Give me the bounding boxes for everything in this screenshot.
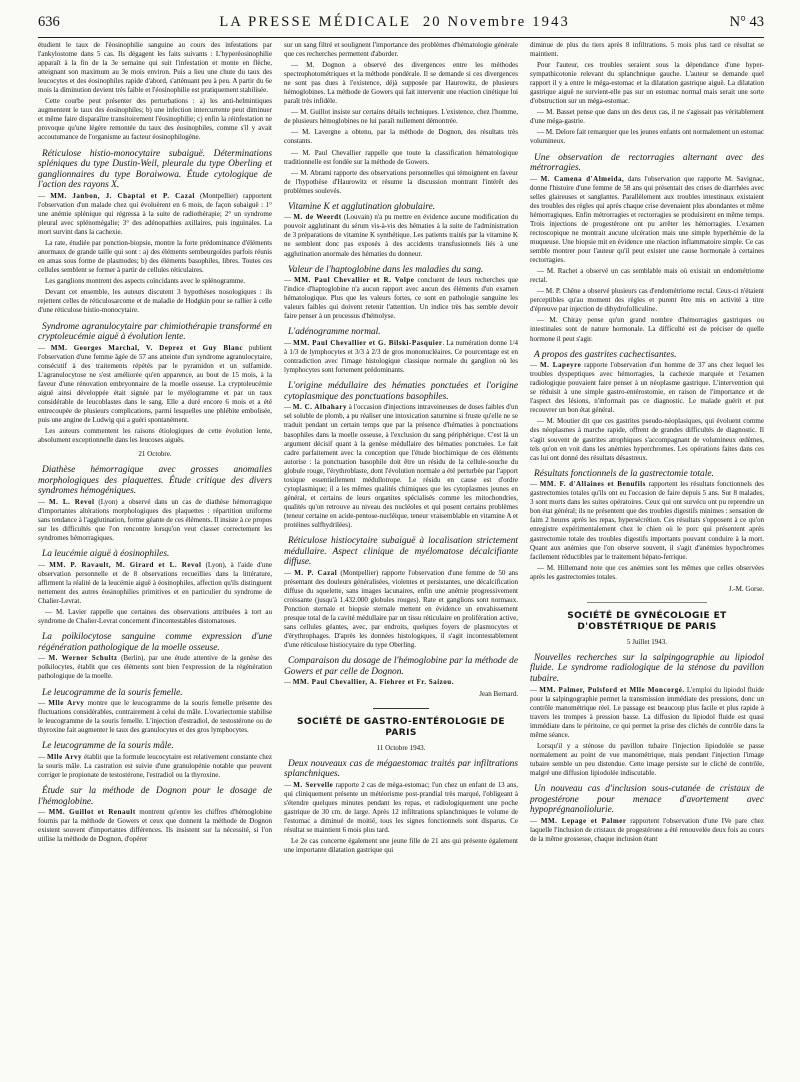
paragraph: Lorsqu'il y a sténose du pavillon tubaire l'injection lipiodolée se passe normalement au point de vue manométrique, mais pendant l'injection l'image tubaire semble un peu distendue. Cette image persiste sur le cliché de contrôle, malgré une diffusion lipiodolée indiscutable. bbox=[530, 741, 764, 778]
report-authors: M. Servelle bbox=[293, 780, 334, 789]
report-text: montrent qu'entre les chiffres d'hémoglobine fournis par la méthode de Gowers et ceux que donnent la méthode de Dognon existent souvent d'importantes différences. Ils insistent sur la nécessité, si l'on utilise la méthode de Dognon, d'opérer bbox=[38, 808, 272, 844]
report-text: (Lyon) a observé dans un cas de diathèse hémorragique d'importantes altérations morphologiques des plaquettes : répartition uniforme sans tendance à l'agglutination, forme géante de ces éléments. Il insiste à ce propos sur les difficultés que l'on rencontre lorsqu'on veut classer correctement les syndromes hémorragiques. bbox=[38, 498, 272, 543]
report-authors: M. L. Revol bbox=[49, 498, 95, 507]
report-text: (Berlin), par une étude attentive de la genèse des poïkilocytes, établit que ces éléments sont bien l'expression de la régénération pathologique de la moelle. bbox=[38, 654, 272, 681]
report-item bbox=[38, 786, 272, 844]
title-dash: — bbox=[38, 191, 51, 200]
title-dash: — bbox=[530, 816, 541, 825]
title-dash: — bbox=[38, 808, 49, 817]
running-header bbox=[38, 14, 764, 36]
report-authors: Mlle Arvy bbox=[47, 752, 83, 761]
paragraph: — M. Hillemand note que ces anémies sont les mêmes que celles observées après les gastrectomies totales. bbox=[530, 563, 764, 581]
paragraph: Devant cet ensemble, les auteurs discutent 3 hypothèses nosologiques : ils rejettent celles de réticulosarcome et de maladie de Hodgkin pour se rallier à celle d'une réticulose histio-monocytaire. bbox=[38, 288, 272, 315]
report-authors: MM. Paul Chevallier et G. Bilski-Pasquier bbox=[293, 339, 443, 347]
report-text: L'emploi du lipiodol fluide pour la salpingographie permet la transmission immédiate des pressions, donc un contrôle manométrique réel. Le passage est beaucoup plus facile et plus rapide à travers les trompes à pression basse. La diffusion du lipiodol fluide est quasi immédiate dans le péritoine, ce qui permet la prise des clichés de contrôle dans la même séance. bbox=[530, 685, 764, 739]
report-title: Deux nouveaux cas de mégaestomac traités par infiltrations splanchniques. bbox=[284, 758, 518, 780]
report-body bbox=[284, 339, 518, 375]
text-columns bbox=[38, 41, 764, 1071]
report-body bbox=[530, 817, 764, 844]
report-authors: M. de Weerdt bbox=[293, 213, 342, 222]
report-item bbox=[284, 202, 518, 259]
report-authors: MM. Paul Chevallier, A. Fiehrer et Fr. Saizou. bbox=[292, 678, 454, 687]
report-body bbox=[530, 686, 764, 740]
report-title: Réticulose histio-monocytaire subaiguë. Déterminations spléniques du type Dustin-Weil, pleurale du type Oberling et ganglionnaires du type Boraiwowa. Étude cytologique de l'action des rayons X. bbox=[38, 148, 272, 191]
title-dash: — bbox=[284, 403, 293, 412]
report-text: (Montpellier) rapportent l'observation d'un malade chez qui évoluèrent en 6 mois, de façon subaiguë : 1° une anémie splénique qui régressa à la suite de radiothérapie; 2° un syndrome pleural avec splénomégalie; 3° des adénopathies axillaires, puis inguinales. La mort survint dans la cachexie. bbox=[38, 191, 272, 237]
paragraph: — M. Lavergne a obtenu, par la méthode de Dognon, des résultats très constants. bbox=[284, 128, 518, 146]
section-divider bbox=[373, 708, 429, 709]
paragraph: Pour l'auteur, ces troubles seraient sous la dépendance d'une hyper-sympathicotonie relevant du splanchnique gauche. L'auteur se demande quel rapport il y a entre le méga-estomac et la dilatation gastrique aiguë. La dilatation gastrique aiguë ne survient-elle pas sur un estomac normal mais serait une sorte d'obstruction sur un méga-estomac. bbox=[530, 61, 764, 106]
report-body bbox=[530, 480, 764, 561]
report-title: La leucémie aiguë à éosinophiles. bbox=[42, 549, 170, 560]
report-item bbox=[38, 632, 272, 681]
title-dash: — bbox=[284, 568, 295, 577]
report-item bbox=[530, 653, 764, 740]
reporter-signature: Jean Bernard. bbox=[479, 690, 518, 699]
report-item bbox=[38, 149, 272, 238]
paragraph: — M. Basset pense que dans un des deux cas, il ne s'agissait pas véritablement d'une méga-gastrie. bbox=[530, 108, 764, 126]
report-text: rapporte l'observation d'un homme de 37 ans chez lequel les troubles dyspeptiques avec hémorragies, la cachexie marquée et l'examen radiologique pouvaient faire penser à un néoplasme gastrique. L'intervention qui se réduisit à une simple gastro-entérostomie, en raison de l'importance et de l'aspect des lésions, n'informait pas ce diagnostic. Le malade guérit et put recouvrer un bon état général. bbox=[530, 361, 764, 415]
report-title: L'origine médullaire des hématies ponctuées et l'origine cytoplasmique des ponctuations basophiles. bbox=[284, 381, 518, 402]
paragraph: étudient le taux de l'éosinophilie sanguine au cours des infestations par l'ankylostome dans 5 cas. Ils dégagent les faits suivants : L'hyperéosinophilie apparaît à la fin de la 3e semaine qui suit l'infestation et monte en flèche, atteignant son maximum au 3e mois environ. Puis a lieu une chute du taux des leucocytes et des éosinophiles rapide d'abord, s'atténuant peu à peu. A partir du 6e mois la diminution devient très faible et l'éosinophilie est pratiquement stabilisée. bbox=[38, 41, 272, 95]
report-item bbox=[530, 350, 764, 416]
page-number: 636 bbox=[38, 14, 60, 30]
report-item bbox=[38, 322, 272, 426]
report-authors: MM. Georges Marchal, V. Deprez et Guy Blanc bbox=[50, 343, 244, 352]
report-authors: MM. Lepage et Palmer bbox=[540, 816, 627, 825]
paragraph: — M. Lavier rappelle que certaines des observations attribuées à tort au syndrome de Chalier-Levrat concernent d'incontestables distomatoses. bbox=[38, 608, 272, 626]
report-title: A propos des gastrites cachectisantes. bbox=[534, 349, 677, 360]
report-item bbox=[38, 549, 272, 606]
report-authors: MM. Palmer, Pulsford et Mlle Moncorgé. bbox=[539, 685, 685, 694]
title-dash: — bbox=[530, 174, 541, 183]
report-title: Étude sur la méthode de Dognon pour le dosage de l'hémoglobine. bbox=[38, 786, 272, 807]
paragraph: — M. Guillot insiste sur certains détails techniques. L'existence, chez l'homme, de plusieurs hémoglobines ne lui paraît nullement démontrée. bbox=[284, 108, 518, 126]
report-text: (Louvain) n'a pu mettre en évidence aucune modification du pouvoir agglutinant du sérum vis-à-vis des hématies à la suite de l'administration de 3 préparations de vitamine K synthétique. Les patients traités par la vitamine K ne semblent donc pas exposés à des accidents transfusionnels liés à une agglutination anormale des hématies du donneur. bbox=[284, 213, 518, 258]
report-authors: MM. Paul Chevallier et R. Volpe bbox=[294, 276, 415, 285]
title-dash: — bbox=[38, 699, 49, 708]
report-title: Le leucogramme de la souris mâle. bbox=[42, 741, 174, 752]
report-title: La poïkilocytose sanguine comme expression d'une régénération pathologique de la moelle osseuse. bbox=[38, 632, 272, 653]
title-dash: — bbox=[38, 752, 48, 761]
journal-title bbox=[60, 14, 730, 31]
reporter-signature: J.-M. Gorse. bbox=[728, 584, 764, 593]
report-title: Résultats fonctionnels de la gastrectomie totale. bbox=[534, 468, 714, 479]
title-dash: — bbox=[284, 780, 294, 789]
title-dash: — bbox=[284, 678, 293, 687]
report-item bbox=[284, 536, 518, 650]
title-dash: — bbox=[530, 480, 540, 489]
report-item bbox=[284, 327, 518, 375]
report-text: montre que le leucogramme de la souris femelle présente des fluctuations considérables, contrairement à celui du mâle. L'ovariectomie stabilise le leucogramme de la souris femelle. L'injection d'estradiol, de testostérone ou de thyroxine fait augmenter le taux des granulocytes et des gros lymphocytes. bbox=[38, 699, 272, 735]
report-item bbox=[38, 741, 272, 780]
report-authors: M. Camena d'Almeida, bbox=[540, 174, 625, 183]
paragraph: — M. Chiray pense qu'un grand nombre d'hémorragies gastriques ou intestinales sont de nature hormonale. La difficulté est de préciser de quelle hormone il peut s'agir. bbox=[530, 316, 764, 343]
report-authors: MM. P. Ravault, M. Girard et L. Revol bbox=[49, 560, 202, 569]
title-dash: — bbox=[530, 361, 540, 370]
report-text: rapportent les résultats fonctionnels des gastrectomies totales qu'ils ont eu l'occasion de faire depuis 5 ans. Sur 8 malades, 3 sont morts dans les suites opératoires. Ceux qui ont survécu ont pu reprendre un bon état général; ils ne présentent que des troubles digestifs minimes : sensation de faim 2 heures après les repas, hypersécrétion. Ces résultats s'opposent à ce qu'on enregistre expérimentalement chez le chien où le porc qui présentent après gastrectomie totale des troubles digestifs importants pouvant conduire à la mort. Quant aux anémies que l'on observe souvent, il s'agit d'anémies hypochromes facilement réductibles par le traitement hépato-ferrique. bbox=[530, 480, 764, 561]
report-authors: M. P. Cazal bbox=[294, 568, 338, 577]
report-text: . La numération donne 1/4 à 1/3 de lymphocytes et 3/3 à 2/3 de gros mononucléaires. Ce pourcentage est en contradiction avec l'image histologique classique normale du ganglion où les lymphocytes sont fortement prédominants. bbox=[284, 339, 518, 375]
paragraph: sur un sang filtré et soulignent l'importance des problèmes d'hématologie générale que ces recherches permettent d'aborder. bbox=[284, 41, 518, 59]
paragraph: La rate, étudiée par ponction-biopsie, montre la forte prédominance d'éléments anormaux de grande taille qui sont : a) des éléments sembeurgoïdes parfois réunis en amas sous forme de plasmodes; b) des éléments basophiles, libres. Toutes ces cellules semblent se former à partir de cellules réticulaires. bbox=[38, 239, 272, 275]
report-item bbox=[38, 688, 272, 736]
column-2 bbox=[284, 41, 518, 1071]
report-body bbox=[38, 699, 272, 735]
paragraph: — M. Paul Chevallier rappelle que toute la classification hématologique traditionnelle est fondée sur la méthode de Gowers. bbox=[284, 148, 518, 166]
report-item bbox=[284, 265, 518, 322]
report-text: dans l'observation que rapporte M. Savignac, donne l'histoire d'une femme de 58 ans qui présentait des crises de diarrhées avec selles glaireuses et sanglantes. Parallèlement aux troubles intestinaux existaient des troubles des règles qui après chaque crise devenaient plus abondantes et même hémorragiques. Enfin métrorragies et rectorragies se produisirent en même temps. Trois injections de progestérone ont pu arrêter les hémorragies. L'examen rectoscopique ne montrait aucune ulcération mais une simple hyperhémie de la muqueuse. Une biopsie mit en évidence une réaction inflammatoire simple. Ce cas semble montrer pour l'auteur qu'il peut exister une cause hormonale à certaines rectorragies. bbox=[530, 174, 764, 265]
issue-number: N° 43 bbox=[729, 14, 764, 30]
session-date: 5 Juillet 1943. bbox=[626, 637, 668, 646]
report-title: Diathèse hémorragique avec grosses anomalies morphologiques des plaquettes. Étude critique des divers syndromes hémogéniques. bbox=[38, 465, 272, 497]
report-item bbox=[38, 465, 272, 543]
society-heading: SOCIÉTÉ DE GYNÉCOLOGIE ET D'OBSTÉTRIQUE DE PARIS bbox=[567, 610, 727, 632]
report-authors: M. Lapeyre bbox=[539, 361, 582, 370]
report-authors: M. C. Albahary bbox=[292, 403, 347, 412]
society-heading: SOCIÉTÉ DE GASTRO-ENTÉROLOGIE DE PARIS bbox=[297, 716, 505, 738]
report-text: publient l'observation d'une femme âgée de 57 ans atteinte d'un syndrome agranulocytaire, consécutif à des traitements répétés par le pyramidon et un sulfamide. L'agranulocytose ne s'est améliorée qu'en apparence, au bout de 15 mois, à la faveur d'une rénovation embryonnaire de la moelle osseuse. La cryptoleucémie aiguë ainsi développée était signée par le myélogramme et par un taux considérable de leucoblastes dans le sang. Elle a duré encore 6 mois et a été entrecoupée de plusieurs complications, parmi lesquelles une phlébite embolisée, puis une angine de Ludwig qui a guéri spontanément. bbox=[38, 343, 272, 425]
report-text: établit que la formule leucocytaire est relativement constante chez la souris mâle. La castration est suivie d'une granulopénie notable que peuvent corriger le propionate de testostérone, l'estradiol ou la thyroxine. bbox=[38, 752, 272, 779]
report-title: L'adénogramme normal. bbox=[288, 327, 381, 338]
report-title: Vitamine K et agglutination globulaire. bbox=[288, 201, 436, 212]
report-body bbox=[38, 753, 272, 780]
journal-name: LA PRESSE MÉDICALE bbox=[219, 14, 412, 30]
report-item bbox=[530, 153, 764, 266]
report-body bbox=[284, 569, 518, 650]
report-body bbox=[38, 344, 272, 425]
report-title: Le leucogramme de la souris femelle. bbox=[42, 687, 183, 698]
report-text: rapporte 2 cas de méga-estomac; l'un chez un enfant de 13 ans, qui cliniquement présente un météorisme post-prandial très marqué, l'obligeant à s'étendre quelques minutes pendant les repas, et radiologiquement une poche gastrique de 30 cm. de large. Après 12 infiltrations splanchniques le volume de l'estomac a diminué de moitié, tous les signes fonctionnels sont disparus. Ce résultat se maintient 6 mois plus tard. bbox=[284, 780, 518, 834]
report-body bbox=[530, 361, 764, 415]
title-dash: — bbox=[38, 343, 51, 352]
title-dash: — bbox=[284, 276, 295, 285]
report-title: Nouvelles recherches sur la salpingographie au lipiodol fluide. Le syndrome radiologique de la sténose du pavillon tubaire. bbox=[530, 652, 764, 685]
report-body bbox=[284, 781, 518, 835]
report-title: Syndrome agranulocytaire par chimiothérapie transformé en cryptoleucémie aiguë à évolution lente. bbox=[38, 321, 272, 343]
paragraph: — M. P. Chêne a observé plusieurs cas d'endométriome rectal. Ceux-ci n'étaient perceptibles qu'au moment des règles et purent être mis en activité à titre d'épreuve par injection de dihydrofolliculine. bbox=[530, 287, 764, 314]
report-title: Comparaison du dosage de l'hémoglobine par la méthode de Gowers et par celle de Dognon. bbox=[284, 656, 518, 677]
section-divider bbox=[587, 602, 707, 603]
session-date: 21 Octobre. bbox=[138, 450, 172, 459]
paragraph: Les ganglions montrent des aspects coïncidants avec le splénogramme. bbox=[45, 277, 246, 286]
report-body bbox=[284, 403, 518, 530]
report-body bbox=[38, 561, 272, 606]
report-text: (Montpellier) rapporte l'observation d'une femme de 50 ans présentant des douleurs généralisées, violentes et persistantes, une décalcification diffuse du squelette, sans images lacunaires, enfin une anémie progressivement croissante (jusqu'à 1.432.000 globules rouges). Rate et ganglions sont normaux. Ponction sternale et biopsie sternale mettent en évidence un envahissement presque total de la cavité médullaire par un tissu réticulaire en prolifération active, sans cellules géantes, avec, par endroits, quelques foyers de plasmocytes et d'érythrophages. D'après les données histologiques, il s'agit incontestablement d'une réticulose histiocytaire du type Oberling. bbox=[284, 568, 518, 650]
report-body bbox=[38, 808, 272, 844]
report-title: Une observation de rectorragies alternant avec des métrorragies. bbox=[530, 152, 764, 174]
header-rule bbox=[38, 37, 764, 38]
title-dash: — bbox=[284, 339, 294, 347]
report-title: Valeur de l'haptoglobine dans les maladies du sang. bbox=[288, 264, 484, 275]
report-body bbox=[284, 213, 518, 258]
report-body bbox=[38, 192, 272, 237]
report-authors: MM. F. d'Allaines et Benufils bbox=[539, 480, 646, 489]
report-body bbox=[38, 654, 272, 681]
title-dash: — bbox=[530, 685, 540, 694]
paragraph: — M. Delore fait remarquer que les jeunes enfants ont normalement un estomac volumineux. bbox=[530, 128, 764, 146]
report-text: concluent de leurs recherches que l'indice d'haptoglobine n'a aucun rapport avec aucun des éléments d'un examen hématologique. Plus que les valeurs fortes, ce sont en pathologie sanguine les valeurs faibles qui doivent retenir l'attention. Un indice très bas semble devoir faire penser à un processus d'hémolyse. bbox=[284, 276, 518, 321]
title-dash: — bbox=[284, 213, 294, 222]
report-body bbox=[284, 678, 518, 687]
report-title: Réticulose histiocytaire subaiguë à localisation strictement médullaire. Aspect clinique de myélomatose décalcifiante diffuse. bbox=[284, 536, 518, 568]
report-text: (Lyon), à l'aide d'une observation personnelle et de 8 observations recueillies dans la littérature, affirment la réalité de la leucémie aiguë à éosinophiles, affection qu'ils distinguent nettement des autres éosinophilies primitives et en particulier du syndrome de Chalier-Levrat. bbox=[38, 560, 272, 606]
title-dash: — bbox=[38, 560, 50, 569]
paragraph: — M. Rachet a observé un cas semblable mais où existait un endométriome rectal. bbox=[530, 267, 764, 285]
report-authors: MM. Guillot et Renault bbox=[48, 808, 136, 817]
column-1 bbox=[38, 41, 272, 1071]
title-dash: — bbox=[38, 654, 49, 663]
issue-date: 20 Novembre 1943 bbox=[422, 14, 571, 30]
paragraph: diminue de plus du tiers après 8 infiltrations. 5 mois plus tard ce résultat se maintient. bbox=[530, 41, 764, 59]
report-item bbox=[284, 656, 518, 687]
report-text: rapportent l'observation d'une IVe pare chez laquelle l'inclusion de cristaux de progestérone a été renouvelée deux fois au cours de la même grossesse, chaque inclusion étant bbox=[530, 816, 764, 843]
report-body bbox=[530, 175, 764, 265]
report-title: Un nouveau cas d'inclusion sous-cutanée de cristaux de progestérone pour menace d'avortement avec hypoprégnanoliolurie. bbox=[530, 784, 764, 816]
paragraph: Les auteurs commentent les raisons étiologiques de cette évolution lente, absolument exceptionnelle dans les leucoses aiguës. bbox=[38, 427, 272, 445]
report-item bbox=[284, 759, 518, 835]
title-dash: — bbox=[38, 498, 49, 507]
paragraph: — M. Abrami rapporte des observations personnelles qui témoignent en faveur de l'hypothèse d'Haurowitz et résume la discussion montrant l'intérêt des problèmes soulevés. bbox=[284, 168, 518, 195]
report-text: à l'occasion d'injections intraveineuses de doses faibles d'un sel soluble de plomb, a pu réaliser une intoxication saturnine si fruste qu'elle ne se traduit pendant un certain temps que par la présence d'hématies à ponctuations basophiles dans la moelle osseuse, à l'exclusion du sang périphérique. C'est là un argument décisif quant à la genèse médullaire des hématies ponctuées. Le fait cadre parfaitement avec la conception que l'étude biochimique de ces éléments autorise : la ponctuation basophile doit être un résidu de la cellule-souche du globule rouge, l'érythroblaste, dont l'évolution normale a été perturbée par l'apport toxique essentiellement médullotrope. Le résidu en cause est d'ordre cytoplasmique; il a les mêmes qualités chimiques que les cytoplasmes jeunes en général, et certains de leurs organites spécialisés comme les mitochondries, qualités qu'on retrouve au niveau des nucléoles et qui posent certains problèmes (teneur certaine en acide-pentose-nucléique, teneur vraisemblable en vitamine A et protéines sulfhydrilées). bbox=[284, 403, 518, 529]
column-3 bbox=[530, 41, 764, 1071]
paragraph: — M. Dognon a observé des divergences entre les méthodes spectrophotométriques et la méthode pondérale. Il se demande si ces divergences ne sont pas dues à l'existence, déjà supposée par Haurowitz, de plusieurs hémoglobines. La méthode de Gowers qui fait intervenir une réaction cinétique lui paraît très infidèle. bbox=[284, 61, 518, 106]
report-authors: MM. Janbon, J. Chaptal et P. Cazal bbox=[50, 191, 195, 200]
report-item bbox=[530, 784, 764, 844]
report-authors: Mlle Arvy bbox=[48, 699, 85, 708]
report-body bbox=[38, 498, 272, 543]
session-date: 11 Octobre 1943. bbox=[376, 743, 426, 752]
report-body bbox=[284, 276, 518, 321]
report-item bbox=[284, 381, 518, 530]
paragraph: — M. Moutier dit que ces gastrites pseudo-néoplasiques, qui évoluent comme des néoplasmes à marche rapide, offrent de grandes difficultés de diagnostic. Il s'agit souvent de gastrites atrophiques s'accompagnant de volumineux œdèmes, tels qu'on en voit dans les anémies hyperchromes. Les opérations faites dans ces cas lui ont donné des résultats désastreux. bbox=[530, 417, 764, 462]
paragraph: Cette courbe peut présenter des perturbations : a) les anti-helmintiques augmentent le taux des éosinophiles; b) une infection intercurrente peut diminuer et même faire disparaître transitoirement l'éosinophilie; c) enfin la réinfestation ne provoque qu'une légère remontée du taux des éosinophiles, comme s'il y avait accoutumance de l'organisme au facteur éosinophilogène. bbox=[38, 97, 272, 142]
paragraph: Le 2e cas concerne également une jeune fille de 21 ans qui présente également une importante dilatation gastrique qui bbox=[284, 837, 518, 855]
report-item bbox=[530, 469, 764, 562]
report-authors: M. Werner Schultz bbox=[48, 654, 118, 663]
